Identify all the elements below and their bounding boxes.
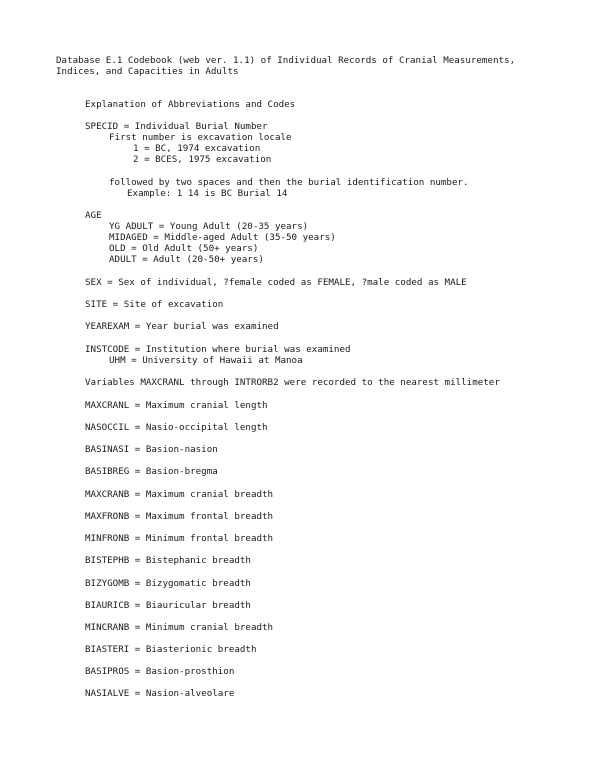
- age-item: ADULT = Adult (20-50+ years): [109, 254, 264, 265]
- variable-definition: NASIALVE = Nasion-alveolare: [85, 688, 235, 699]
- title-line-1: Database E.1 Codebook (web ver. 1.1) of Individual Records of Cranial Measurements,: [56, 55, 516, 66]
- instcode-definition: INSTCODE = Institution where burial was examined: [85, 344, 351, 355]
- specid-first-number: First number is excavation locale: [109, 132, 292, 143]
- variable-definition: BIAURICB = Biauricular breadth: [85, 600, 251, 611]
- variable-definition: MINFRONB = Minimum frontal breadth: [85, 533, 274, 544]
- measurement-note: Variables MAXCRANL through INTRORB2 were recorded to the nearest millimeter: [85, 377, 500, 388]
- age-item: OLD = Old Adult (50+ years): [109, 243, 259, 254]
- variable-definition: MINCRANB = Minimum cranial breadth: [85, 622, 274, 633]
- instcode-uhm: UHM = University of Hawaii at Manoa: [109, 355, 303, 366]
- variable-definition: BIZYGOMB = Bizygomatic breadth: [85, 578, 251, 589]
- variable-definition: MAXFRONB = Maximum frontal breadth: [85, 511, 274, 522]
- site-definition: SITE = Site of excavation: [85, 299, 224, 310]
- variable-definition: NASOCCIL = Nasio-occipital length: [85, 422, 268, 433]
- variable-definition: BIASTERI = Biasterionic breadth: [85, 644, 257, 655]
- variable-definition: BISTEPHB = Bistephanic breadth: [85, 555, 251, 566]
- specid-code-1: 1 = BC, 1974 excavation: [133, 143, 261, 154]
- variable-definition: BASINASI = Basion-nasion: [85, 444, 218, 455]
- variable-definition: BASIBREG = Basion-bregma: [85, 466, 218, 477]
- specid-followed: followed by two spaces and then the burial identification number.: [109, 177, 469, 188]
- variable-definition: BASIPROS = Basion-prosthion: [85, 666, 235, 677]
- age-item: YG ADULT = Young Adult (20-35 years): [109, 221, 309, 232]
- specid-example: Example: 1 14 is BC Burial 14: [127, 188, 288, 199]
- variable-definition: MAXCRANL = Maximum cranial length: [85, 400, 268, 411]
- age-label: AGE: [85, 210, 102, 221]
- specid-definition: SPECID = Individual Burial Number: [85, 121, 268, 132]
- section-heading: Explanation of Abbreviations and Codes: [85, 99, 296, 110]
- sex-definition: SEX = Sex of individual, ?female coded as FEMALE, ?male coded as MALE: [85, 277, 467, 288]
- title-line-2: Indices, and Capacities in Adults: [56, 66, 239, 77]
- yearexam-definition: YEAREXAM = Year burial was examined: [85, 321, 279, 332]
- specid-code-2: 2 = BCES, 1975 excavation: [133, 154, 272, 165]
- age-item: MIDAGED = Middle-aged Adult (35-50 years): [109, 232, 336, 243]
- variable-definition: MAXCRANB = Maximum cranial breadth: [85, 489, 274, 500]
